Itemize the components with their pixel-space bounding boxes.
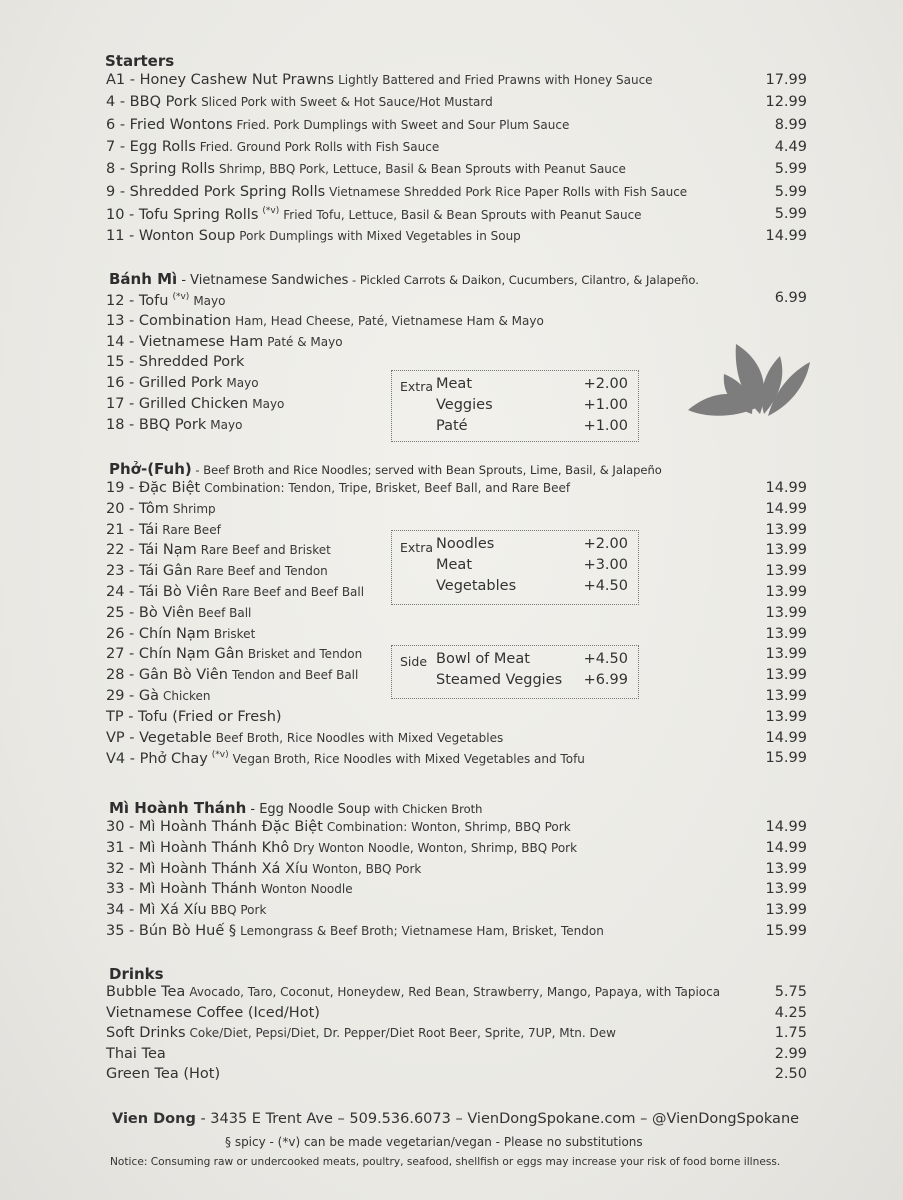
menu-item-description: Rare Beef and Beef Ball [222,585,365,599]
menu-item-description: Mayo [210,418,243,432]
menu-item-price: 14.99 [765,501,807,517]
option-row [436,397,628,417]
menu-item-price: 12.99 [765,94,807,110]
menu-item-description: Mayo [193,293,226,308]
mi-subtitle: - Egg Noodle Soup [246,802,371,817]
menu-item-price: 13.99 [765,861,807,877]
option-label: Vegetables [436,578,517,594]
menu-item-description: Dry Wonton Noodle, Wonton, Shrimp, BBQ Pork [293,841,578,855]
menu-item [106,354,244,374]
menu-item-description: Beef Ball [198,606,252,620]
option-price: +1.00 [583,418,628,434]
vegan-mark: (*v) [172,292,190,302]
drinks-title: Drinks [109,965,164,983]
option-row [436,418,628,438]
banh-mi-price: 6.99 [774,290,807,306]
menu-item-name: 10 - Tofu Spring Rolls [106,206,259,223]
menu-item [106,563,328,583]
menu-item-name: 6 - Fried Wontons [106,117,233,133]
menu-item-price: 13.99 [765,881,807,897]
menu-item-name: V4 - Phở Chay [106,750,208,767]
option-price: +4.50 [583,651,628,667]
menu-item-price: 13.99 [765,646,807,662]
menu-item [106,206,642,226]
banh-mi-title [109,270,699,288]
menu-item-name: 14 - Vietnamese Ham [106,334,264,350]
menu-item-price: 4.25 [774,1005,807,1021]
menu-item-description: Lightly Battered and Fried Prawns with Honey Sauce [338,73,653,87]
menu-item [106,117,569,137]
option-row [436,672,628,692]
restaurant-name: Vien Dong [112,1111,196,1127]
menu-item-description: Fried. Ground Pork Rolls with Fish Sauce [199,140,440,154]
menu-item-price: 1.75 [774,1025,807,1041]
menu-item-name: 9 - Shredded Pork Spring Rolls [106,184,326,200]
option-label: Noodles [436,536,495,552]
menu-item-name: 20 - Tôm [106,501,169,517]
option-row [436,578,628,598]
menu-item [106,605,251,625]
footer-notice: Notice: Consuming raw or undercooked meats, poultry, seafood, shellfish or eggs may increase your risk of food borne illness. [110,1156,781,1168]
menu-item [106,819,571,839]
menu-item-description: Pork Dumplings with Mixed Vegetables in Soup [239,229,521,243]
menu-item-price: 2.50 [774,1066,807,1082]
menu-item-name: VP - Vegetable [106,730,212,746]
pho-title [109,460,662,478]
menu-item-description: Brisket [213,627,256,641]
option-row [436,651,628,671]
restaurant-contact: - 3435 E Trent Ave – 509.536.6073 – VienDongSpokane.com – @VienDongSpokane [195,1111,800,1127]
menu-item [106,902,266,922]
menu-item [106,417,242,437]
menu-item [106,667,358,687]
menu-item-description: Shrimp, BBQ Pork, Lettuce, Basil & Bean Sprouts with Peanut Sauce [218,162,626,176]
option-price: +6.99 [583,672,628,688]
menu-item [106,688,210,708]
menu-item-description: Rare Beef and Tendon [196,564,328,578]
option-price: +3.00 [583,557,628,573]
menu-item-name: 16 - Grilled Pork [106,375,223,391]
footer-legend: § spicy - (*v) can be made vegetarian/vegan - Please no substitutions [225,1135,643,1149]
menu-item-price: 13.99 [765,522,807,538]
leaf-icon [684,338,814,420]
menu-item-name: 34 - Mì Xá Xíu [106,902,207,918]
pho-sides-tag: Side [400,654,428,669]
menu-item-name: 30 - Mì Hoành Thánh Đặc Biệt [106,819,323,835]
menu-item-price: 13.99 [765,584,807,600]
menu-item-name: 26 - Chín Nạm [106,626,210,642]
menu-item [106,923,604,943]
menu-item [106,881,353,901]
menu-item-description: Coke/Diet, Pepsi/Diet, Dr. Pepper/Diet Root Beer, Sprite, 7UP, Mtn. Dew [189,1026,616,1040]
option-label: Meat [436,557,473,573]
menu-item-name: 12 - Tofu [106,292,169,309]
menu-item-description: Rare Beef [162,523,221,537]
banh-mi-extras-box [391,370,639,442]
menu-item-price: 5.75 [774,984,807,1000]
menu-item-description: Fried. Pork Dumplings with Sweet and Sour Plum Sauce [236,118,570,132]
menu-item [106,1066,220,1086]
menu-item-description: Combination: Tendon, Tripe, Brisket, Beef Ball, and Rare Beef [204,481,571,495]
menu-item-price: 5.99 [774,161,807,177]
menu-item-description: Mayo [226,376,259,390]
menu-item [106,984,720,1004]
menu-item-name: 7 - Egg Rolls [106,139,196,155]
banh-mi-extras-tag: Extra [400,379,433,394]
menu-item-description: Chicken [163,689,211,703]
menu-item-name: 24 - Tái Bò Viên [106,584,219,600]
menu-item-name: 22 - Tái Nạm [106,542,197,558]
menu-item-price: 13.99 [765,626,807,642]
menu-item-price: 13.99 [765,605,807,621]
option-price: +2.00 [583,376,628,392]
menu-item [106,139,439,159]
menu-item [106,228,521,248]
menu-item-name: 27 - Chín Nạm Gân [106,646,244,662]
menu-item-price: 14.99 [765,730,807,746]
menu-item-description: Beef Broth, Rice Noodles with Mixed Vegetables [215,731,504,745]
pho-subtitle: - Beef Broth and Rice Noodles; served with Bean Sprouts, Lime, Basil, & Jalapeño [191,463,662,477]
menu-item-price: 13.99 [765,688,807,704]
banh-mi-subtitle: - Vietnamese Sandwiches [177,273,349,288]
pho-sides-box [391,645,639,699]
menu-item [106,542,331,562]
menu-item-name: 35 - Bún Bò Huế § [106,923,237,939]
menu-item-price: 17.99 [765,72,807,88]
menu-item [106,94,493,114]
menu-item [106,646,362,666]
menu-item [106,1046,166,1066]
menu-item-description: Lemongrass & Beef Broth; Vietnamese Ham, Brisket, Tendon [240,924,604,938]
menu-item [106,334,343,354]
menu-item-name: 21 - Tái [106,522,159,538]
menu-item-name: Bubble Tea [106,984,186,1000]
menu-item-name: 33 - Mì Hoành Thánh [106,881,258,897]
starters-title: Starters [105,52,175,70]
mi-title-text: Mì Hoành Thánh [109,799,247,817]
menu-item-price: 5.99 [774,184,807,200]
menu-item [106,584,364,604]
vegan-mark: (*v) [262,206,280,216]
menu-item-name: A1 - Honey Cashew Nut Prawns [106,72,335,88]
menu-item [106,292,225,312]
menu-item-price: 13.99 [765,563,807,579]
menu-item-description: Sliced Pork with Sweet & Hot Sauce/Hot Mustard [201,95,493,109]
menu-item [106,313,544,333]
menu-item-name: 23 - Tái Gân [106,563,193,579]
option-price: +4.50 [583,578,628,594]
menu-item-name: 17 - Grilled Chicken [106,396,249,412]
menu-item [106,161,626,181]
menu-item-name: TP - Tofu (Fried or Fresh) [106,709,282,725]
option-label: Meat [436,376,473,392]
menu-item-price: 15.99 [765,923,807,939]
option-label: Paté [436,418,468,434]
menu-item [106,709,282,729]
menu-item-price: 15.99 [765,750,807,766]
menu-item [106,626,255,646]
banh-mi-note: - Pickled Carrots & Daikon, Cucumbers, Cilantro, & Jalapeño. [348,273,699,287]
menu-item-price: 8.99 [774,117,807,133]
menu-item [106,72,653,92]
menu-item-description: Ham, Head Cheese, Paté, Vietnamese Ham & Mayo [235,314,544,328]
mi-note: with Chicken Broth [370,802,483,816]
menu-item [106,750,585,770]
menu-item-name: 19 - Đặc Biệt [106,480,201,496]
menu-item-name: Green Tea (Hot) [106,1066,221,1082]
menu-item-description: Wonton, BBQ Pork [312,862,422,876]
menu-item-description: Brisket and Tendon [247,647,363,661]
menu-item-price: 13.99 [765,709,807,725]
menu-item-name: 28 - Gân Bò Viên [106,667,228,683]
menu-item-price: 14.99 [765,480,807,496]
menu-item-description: Shrimp [172,502,216,516]
menu-item [106,480,570,500]
menu-item-name: 15 - Shredded Pork [106,354,245,370]
menu-item [106,1025,616,1045]
menu-item-name: 18 - BBQ Pork [106,417,207,433]
mi-title [109,799,482,817]
footer-contact [112,1111,799,1127]
menu-item-price: 4.49 [774,139,807,155]
pho-extras-box [391,530,639,605]
menu-item-description: Rare Beef and Brisket [200,543,331,557]
menu-item [106,522,221,542]
menu-item-name: 29 - Gà [106,688,160,704]
option-label: Steamed Veggies [436,672,563,688]
menu-item-name: 25 - Bò Viên [106,605,195,621]
menu-item-description: Wonton Noodle [261,882,353,896]
menu-item-description: Mayo [252,397,285,411]
menu-item-name: 32 - Mì Hoành Thánh Xá Xíu [106,861,309,877]
menu-item-price: 13.99 [765,542,807,558]
menu-item-price: 13.99 [765,902,807,918]
menu-item [106,396,284,416]
option-row [436,557,628,577]
menu-item-description: Paté & Mayo [267,335,343,349]
menu-item-description: Avocado, Taro, Coconut, Honeydew, Red Bean, Strawberry, Mango, Papaya, with Tapioca [189,985,721,999]
option-label: Veggies [436,397,493,413]
menu-item-name: 13 - Combination [106,313,232,329]
menu-item [106,184,687,204]
option-row [436,536,628,556]
pho-title-text: Phở-(Fuh) [109,460,192,478]
menu-item [106,861,421,881]
menu-item-price: 14.99 [765,819,807,835]
menu-item-name: Vietnamese Coffee (Iced/Hot) [106,1005,320,1021]
option-label: Bowl of Meat [436,651,530,667]
menu-item-description: Vegan Broth, Rice Noodles with Mixed Vegetables and Tofu [232,751,585,766]
option-price: +2.00 [583,536,628,552]
menu-item-price: 13.99 [765,667,807,683]
menu-item [106,730,503,750]
menu-item-name: Thai Tea [106,1046,166,1062]
menu-item-description: Fried Tofu, Lettuce, Basil & Bean Sprouts with Peanut Sauce [283,207,642,222]
banh-mi-title-text: Bánh Mì [109,270,178,288]
menu-item-description: Combination: Wonton, Shrimp, BBQ Pork [326,820,571,834]
menu-item-price: 5.99 [774,206,807,222]
menu-item-name: Soft Drinks [106,1025,186,1041]
menu-item-price: 2.99 [774,1046,807,1062]
menu-item-description: Tendon and Beef Ball [232,668,359,682]
menu-item-price: 14.99 [765,840,807,856]
menu-item-name: 31 - Mì Hoành Thánh Khô [106,840,290,856]
menu-item-name: 4 - BBQ Pork [106,94,198,110]
pho-extras-tag: Extra [400,540,433,555]
option-price: +1.00 [583,397,628,413]
menu-item [106,1005,320,1025]
vegan-mark: (*v) [211,750,229,760]
menu-item [106,375,259,395]
option-row [436,376,628,396]
menu-item-description: Vietnamese Shredded Pork Rice Paper Rolls with Fish Sauce [329,185,688,199]
menu-item [106,840,577,860]
menu-item-price: 14.99 [765,228,807,244]
menu-item-name: 8 - Spring Rolls [106,161,215,177]
menu-item-description: BBQ Pork [210,903,267,917]
menu-item [106,501,216,521]
menu-item-name: 11 - Wonton Soup [106,228,236,244]
